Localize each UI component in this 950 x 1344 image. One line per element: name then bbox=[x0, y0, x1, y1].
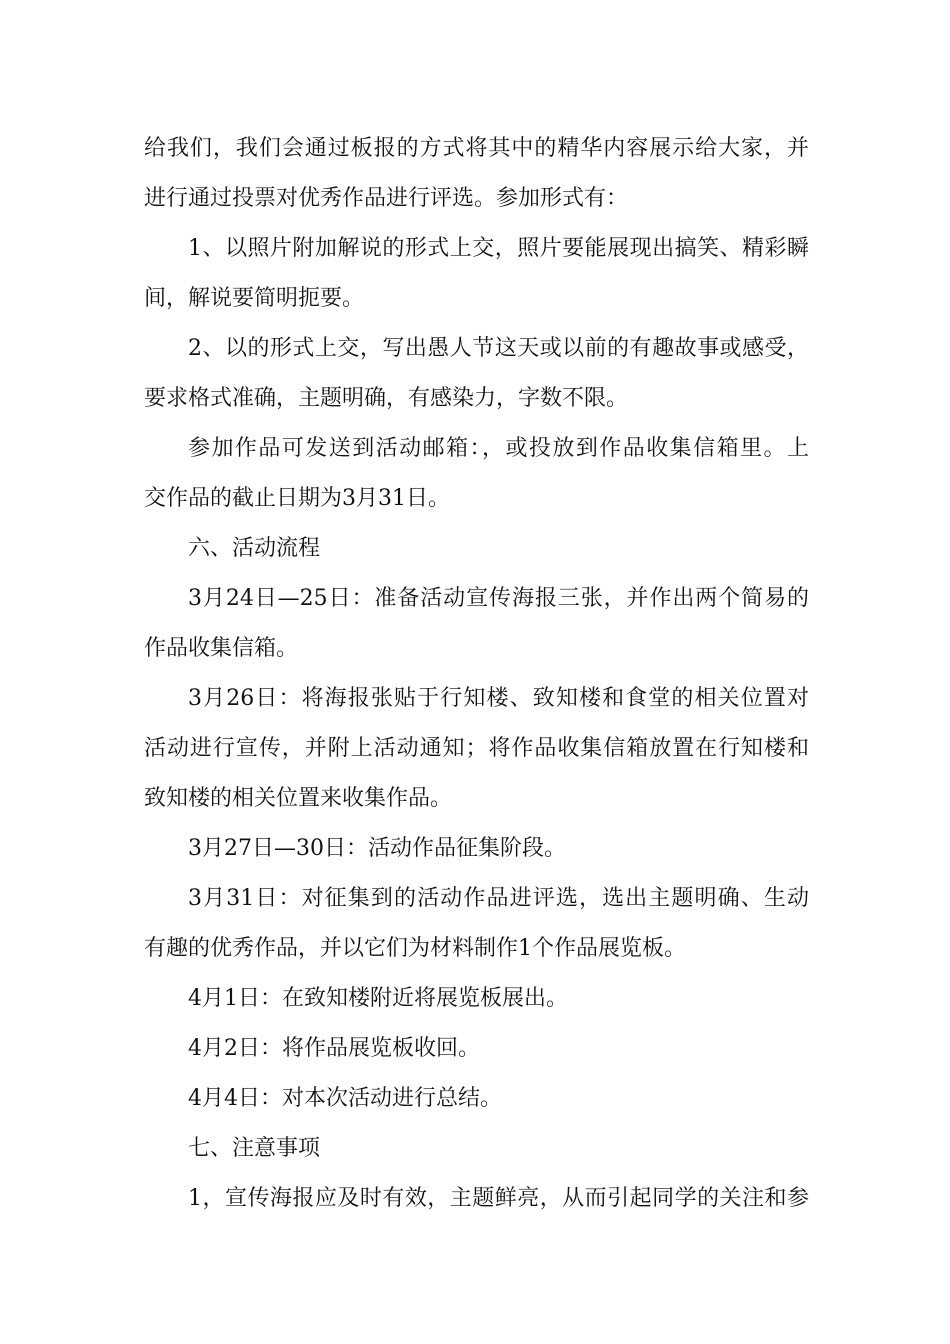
text-line: 有趣的优秀作品，并以它们为材料制作1个作品展览板。 bbox=[144, 936, 686, 961]
section-heading: 七、注意事项 bbox=[188, 1136, 321, 1161]
text-line: 间，解说要简明扼要。 bbox=[144, 286, 365, 311]
document-body bbox=[144, 124, 809, 1224]
text-line: 4月4日：对本次活动进行总结。 bbox=[188, 1086, 502, 1111]
text-line: 3月26日：将海报张贴于行知楼、致知楼和食堂的相关位置对 bbox=[188, 686, 809, 711]
text-line: 给我们，我们会通过板报的方式将其中的精华内容展示给大家，并 bbox=[144, 136, 809, 161]
text-line: 1，宣传海报应及时有效，主题鲜亮，从而引起同学的关注和参 bbox=[188, 1186, 809, 1211]
text-line: 4月1日：在致知楼附近将展览板展出。 bbox=[188, 986, 568, 1011]
text-line: 作品收集信箱。 bbox=[144, 636, 299, 661]
text-line: 交作品的截止日期为3月31日。 bbox=[144, 486, 450, 511]
text-line: 3月31日：对征集到的活动作品进评选，选出主题明确、生动 bbox=[188, 886, 809, 911]
text-line: 要求格式准确，主题明确，有感染力，字数不限。 bbox=[144, 386, 629, 411]
text-line: 进行通过投票对优秀作品进行评选。参加形式有： bbox=[144, 186, 629, 211]
text-line: 活动进行宣传，并附上活动通知；将作品收集信箱放置在行知楼和 bbox=[144, 736, 809, 761]
text-line: 3月24日—25日：准备活动宣传海报三张，并作出两个简易的 bbox=[188, 586, 809, 611]
text-line: 4月2日：将作品展览板收回。 bbox=[188, 1036, 480, 1061]
text-line: 1、以照片附加解说的形式上交，照片要能展现出搞笑、精彩瞬 bbox=[188, 236, 809, 261]
text-line: 参加作品可发送到活动邮箱：，或投放到作品收集信箱里。上 bbox=[188, 436, 809, 461]
section-heading: 六、活动流程 bbox=[188, 536, 321, 561]
text-line: 致知楼的相关位置来收集作品。 bbox=[144, 786, 453, 811]
text-line: 2、以的形式上交，写出愚人节这天或以前的有趣故事或感受， bbox=[188, 336, 809, 361]
text-line: 3月27日—30日：活动作品征集阶段。 bbox=[188, 836, 566, 861]
